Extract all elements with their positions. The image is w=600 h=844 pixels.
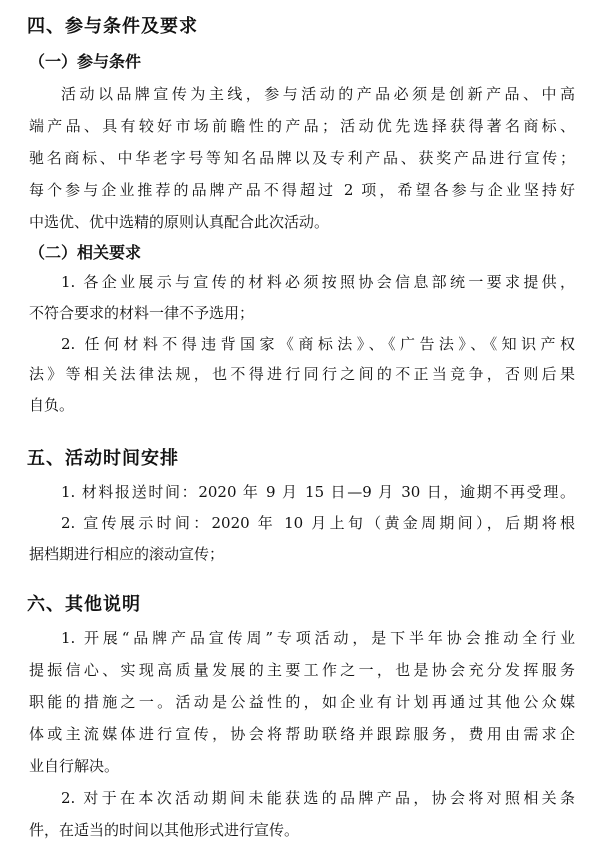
- paragraph-line: 活动以品牌宣传为主线，参与活动的产品必须是创新产品、中高: [61, 85, 575, 103]
- paragraph-line: 每个参与企业推荐的品牌产品不得超过 2 项，希望各参与企业坚持好: [29, 181, 575, 199]
- paragraph-line: 自负。: [29, 396, 75, 414]
- paragraph-line: 不符合要求的材料一律不予选用；: [29, 304, 255, 322]
- paragraph-line: 职能的措施之一。活动是公益性的，如企业有计划再通过其他公众媒: [29, 693, 575, 711]
- section-heading-6: 六、其他说明: [27, 594, 141, 615]
- paragraph-line: 件，在适当的时间以其他形式进行宣传。: [29, 821, 300, 839]
- paragraph-line: 2. 宣传展示时间：2020 年 10 月上旬（黄金周期间），后期将根: [61, 514, 575, 532]
- paragraph-line: 法》等相关法律法规，也不得进行同行之间的不正当竞争，否则后果: [29, 365, 575, 383]
- paragraph-line: 中选优、优中选精的原则认真配合此次活动。: [29, 213, 330, 231]
- paragraph-line: 驰名商标、中华老字号等知名品牌以及专利产品、获奖产品进行宣传；: [29, 149, 575, 167]
- section-heading-5: 五、活动时间安排: [27, 448, 179, 469]
- paragraph-line: 据档期进行相应的滚动宣传；: [29, 545, 225, 563]
- paragraph-line: 提振信心、实现高质量发展的主要工作之一，也是协会充分发挥服务: [29, 661, 575, 679]
- paragraph-line: 2. 任何材料不得违背国家《商标法》、《广告法》、《知识产权: [61, 335, 575, 353]
- subsection-heading-requirements: （二）相关要求: [29, 243, 142, 262]
- subsection-heading-conditions: （一）参与条件: [29, 52, 142, 71]
- paragraph-line: 1. 开展“品牌产品宣传周”专项活动，是下半年协会推动全行业: [61, 629, 575, 647]
- paragraph-line: 1. 材料报送时间：2020 年 9 月 15 日—9 月 30 日，逾期不再受理。: [61, 483, 575, 501]
- paragraph-line: 端产品、具有较好市场前瞻性的产品；活动优先选择获得著名商标、: [29, 117, 575, 135]
- paragraph-line: 业自行解决。: [29, 757, 120, 775]
- paragraph-line: 2. 对于在本次活动期间未能获选的品牌产品，协会将对照相关条: [61, 789, 575, 807]
- paragraph-line: 体或主流媒体进行宣传，协会将帮助联络并跟踪服务，费用由需求企: [29, 725, 575, 743]
- section-heading-4: 四、参与条件及要求: [27, 16, 198, 37]
- paragraph-line: 1. 各企业展示与宣传的材料必须按照协会信息部统一要求提供，: [61, 273, 575, 291]
